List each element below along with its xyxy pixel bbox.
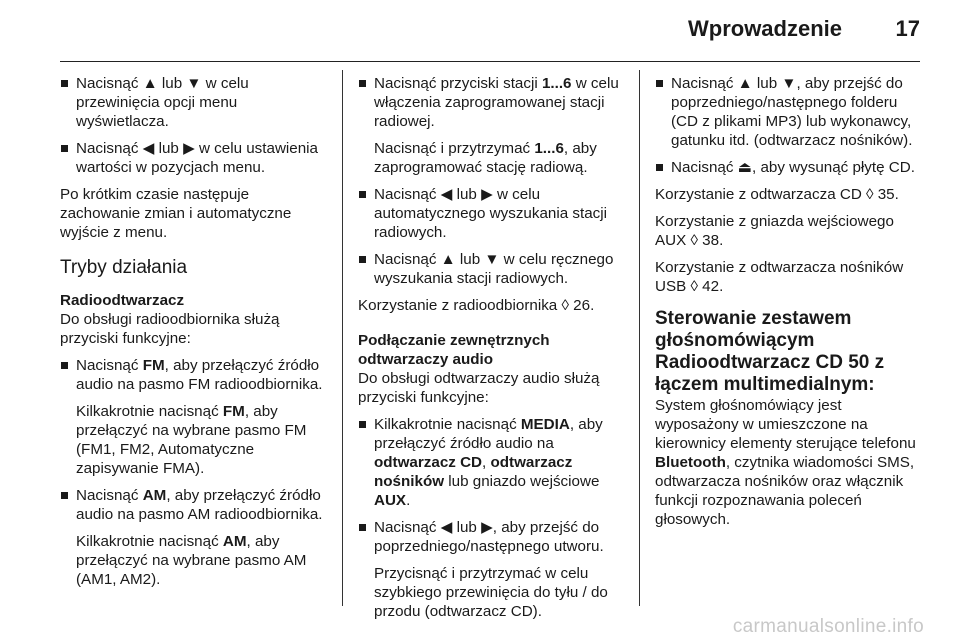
sub-store-station: Nacisnąć i przytrzymać 1...6, aby zaprogramować stację radiową.	[374, 140, 597, 176]
ref-radio: Korzystanie z radioodbiornika ◊ 26.	[358, 297, 595, 314]
paragraph-external-audio: Do obsługi odtwarzaczy audio służą przyciski funkcyjne:	[358, 370, 600, 406]
bullet-scroll-menu: Nacisnąć ▲ lub ▼ w celu przewinięcia opcji menu wyświetlacza.	[60, 74, 332, 131]
heading-modes: Tryby działania	[60, 257, 188, 278]
sub-am-bands: Kilkakrotnie nacisnąć AM, aby przełączyć na wybrane pasmo AM (AM1, AM2).	[76, 533, 307, 588]
heading-external-audio: Podłączanie zewnętrznych odtwarzaczy audio	[358, 332, 550, 368]
page-header	[0, 0, 960, 62]
paragraph-radio: Do obsługi radioodbiornika służą przyciski funkcyjne:	[60, 311, 280, 347]
sub-fast-seek: Przycisnąć i przytrzymać w celu szybkiego przewinięcia do tyłu / do przodu (odtwarzacz CD).	[374, 565, 608, 620]
page-number: 17	[895, 16, 920, 41]
page-title: Wprowadzenie	[687, 16, 842, 41]
paragraph-auto-exit: Po krótkim czasie następuje zachowanie zmian i automatyczne wyjście z menu.	[60, 186, 292, 241]
bullet-manual-search: Nacisnąć ▲ lub ▼ w celu ręcznego wyszukania stacji radiowych.	[358, 250, 630, 288]
bullet-station-keys: Nacisnąć przyciski stacji 1...6 w celu włączenia zaprogramowanej stacji radiowej.	[358, 74, 630, 131]
sub-fm-bands: Kilkakrotnie nacisnąć FM, aby przełączyć na wybrane pasmo FM (FM1, FM2, Automatyczne zapisywanie FMA).	[76, 403, 307, 477]
bullet-set-value: Nacisnąć ◀ lub ▶ w celu ustawienia wartości w pozycjach menu.	[60, 139, 332, 177]
bullet-media: Kilkakrotnie nacisnąć MEDIA, aby przełączyć źródło audio na odtwarzacz CD, odtwarzacz nośników lub gniazdo wejściowe AUX.	[358, 415, 630, 510]
header-rule	[60, 61, 920, 62]
paragraph-handsfree: System głośnomówiący jest wyposażony w umieszczone na kierownicy elementy sterujące telefonu Bluetooth, czytnika wiadomości SMS, odtwarzacza nośników oraz włącznik funkcji rozpoznawania poleceń głosowych.	[655, 397, 916, 528]
column-1	[60, 74, 332, 597]
bullet-folder: Nacisnąć ▲ lub ▼, aby przejść do poprzedniego/następnego folderu (CD z plikami MP3) lub wykonawcy, gatunku itd. (odtwarzacz nośników).	[655, 74, 927, 150]
bullet-eject: Nacisnąć ⏏, aby wysunąć płytę CD.	[655, 158, 927, 177]
ref-aux: Korzystanie z gniazda wejściowego AUX ◊ 38.	[655, 213, 894, 249]
bullet-am: Nacisnąć AM, aby przełączyć źródło audio na pasmo AM radioodbiornika.	[60, 486, 332, 524]
heading-handsfree: Sterowanie zestawem głośnomówiącym Radioodtwarzacz CD 50 z łączem multimedialnym:	[655, 308, 885, 395]
ref-usb: Korzystanie z odtwarzacza nośników USB ◊ 42.	[655, 259, 904, 295]
heading-radio: Radioodtwarzacz	[60, 292, 185, 309]
column-2	[358, 74, 630, 629]
bullet-fm: Nacisnąć FM, aby przełączyć źródło audio na pasmo FM radioodbiornika.	[60, 356, 332, 394]
column-3	[655, 74, 927, 537]
bullet-track: Nacisnąć ◀ lub ▶, aby przejść do poprzedniego/następnego utworu.	[358, 518, 630, 556]
column-divider-2	[639, 70, 640, 606]
bullet-auto-search: Nacisnąć ◀ lub ▶ w celu automatycznego wyszukania stacji radiowych.	[358, 185, 630, 242]
ref-cd: Korzystanie z odtwarzacza CD ◊ 35.	[655, 186, 899, 203]
column-divider-1	[342, 70, 343, 606]
watermark: carmanualsonline.info	[732, 616, 924, 637]
